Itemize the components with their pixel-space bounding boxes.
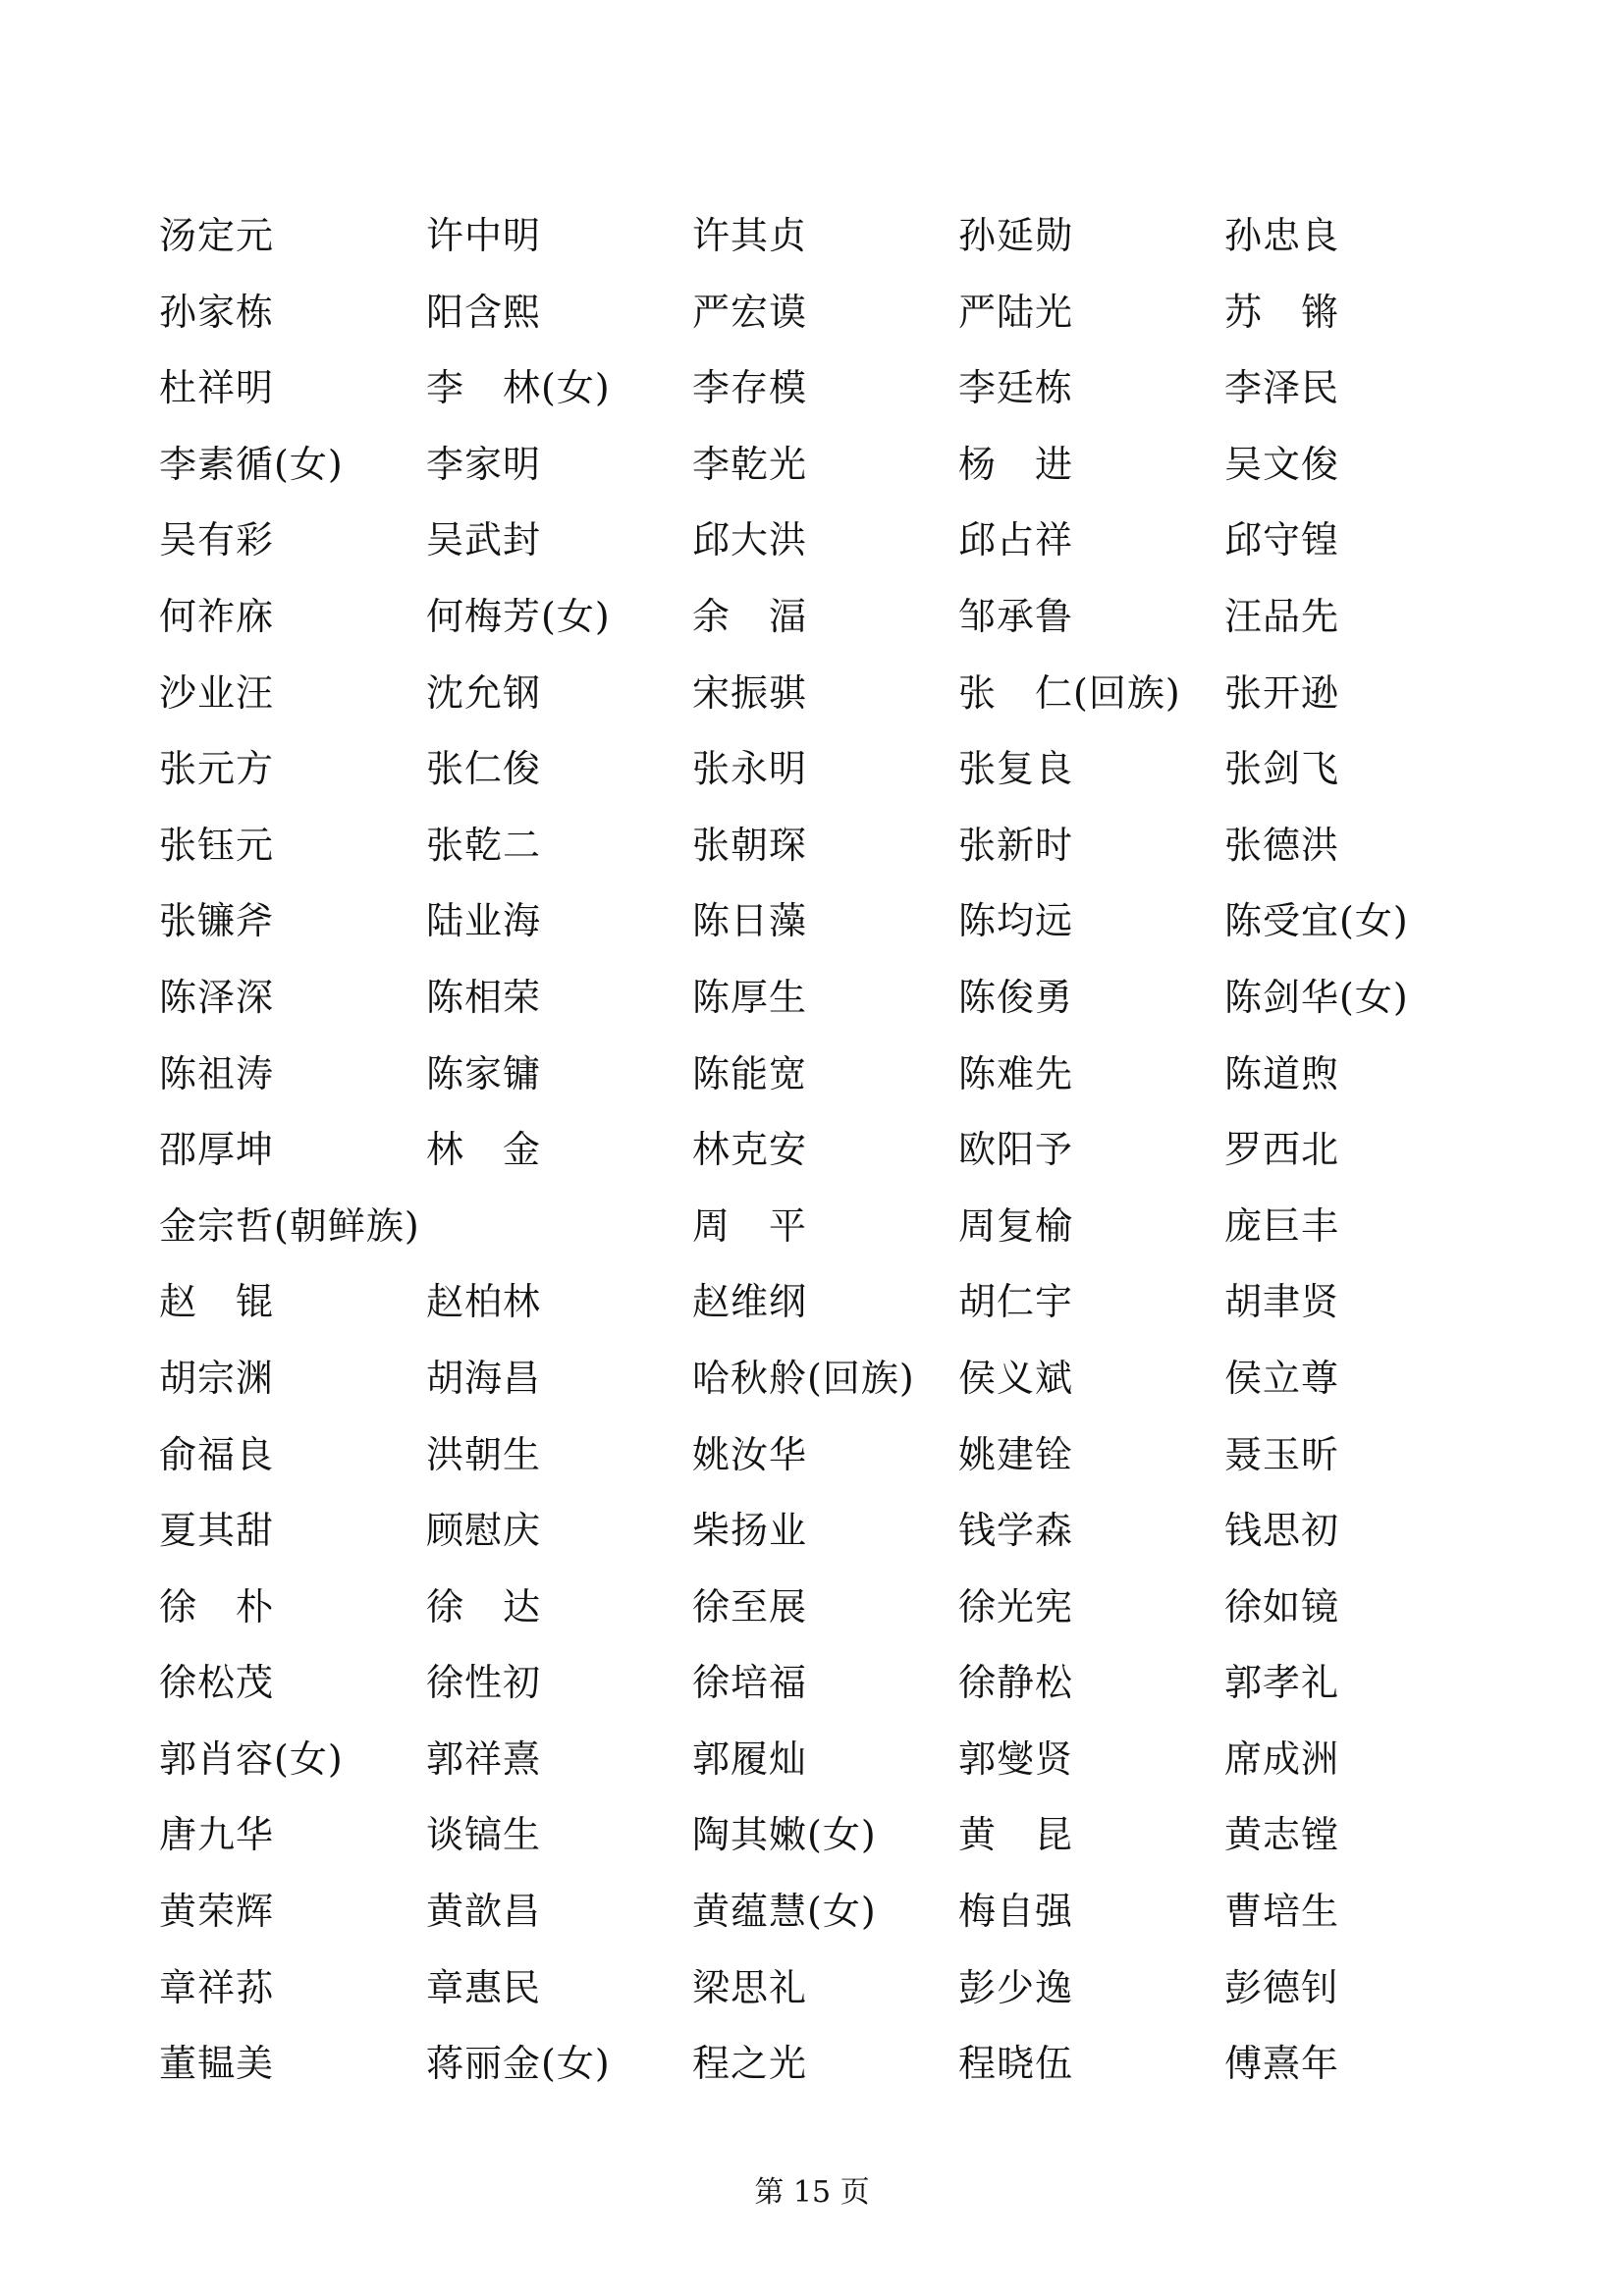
name-cell: 杜祥明 [159,366,275,410]
name-cell: 钱学森 [958,1509,1074,1553]
name-cell: 徐如镜 [1224,1584,1340,1629]
name-row [159,889,1475,966]
name-cell: 陈日藻 [692,899,808,943]
name-cell: 曹培生 [1224,1890,1340,1934]
name-cell: 董韫美 [159,2042,275,2086]
name-cell: 罗西北 [1224,1128,1340,1172]
name-cell: 周 平 [692,1203,808,1248]
name-row [159,1118,1475,1195]
name-row [159,1575,1475,1652]
name-cell: 赵维纲 [692,1280,808,1324]
name-row [159,281,1475,357]
name-cell: 邱大洪 [692,518,808,562]
name-cell: 陈剑华(女) [1224,975,1409,1019]
name-cell: 程晓伍 [958,2042,1074,2086]
name-cell: 邱占祥 [958,518,1074,562]
name-row [159,1956,1475,2033]
name-cell: 蒋丽金(女) [426,2042,611,2086]
name-row [159,1728,1475,1804]
name-row [159,1347,1475,1423]
name-cell: 陆业海 [426,899,542,943]
name-cell: 邹承鲁 [958,594,1074,638]
name-cell: 金宗哲(朝鲜族) [159,1203,420,1248]
name-cell: 黄歆昌 [426,1890,542,1934]
name-cell: 傅熹年 [1224,2042,1340,2086]
name-cell: 苏 锵 [1224,290,1340,334]
name-row [159,356,1475,433]
name-cell: 张元方 [159,747,275,791]
name-cell: 哈秋舲(回族) [692,1356,915,1400]
name-list [159,204,1475,2109]
name-cell: 唐九华 [159,1813,275,1857]
name-row [159,966,1475,1042]
name-cell: 严宏谟 [692,290,808,334]
name-cell: 严陆光 [958,290,1074,334]
name-cell: 郭履灿 [692,1736,808,1781]
name-cell: 李 林(女) [426,366,611,410]
name-cell: 杨 进 [958,442,1074,486]
name-cell: 席成洲 [1224,1736,1340,1781]
name-cell: 侯义斌 [958,1356,1074,1400]
name-row [159,1499,1475,1575]
name-cell: 徐静松 [958,1661,1074,1705]
name-cell: 宋振骐 [692,670,808,715]
name-row [159,585,1475,662]
name-row [159,662,1475,738]
name-cell: 孙家栋 [159,290,275,334]
name-cell: 梅自强 [958,1890,1074,1934]
name-cell: 陈能宽 [692,1051,808,1095]
name-cell: 程之光 [692,2042,808,2086]
name-cell: 侯立尊 [1224,1356,1340,1400]
name-cell: 聂玉昕 [1224,1432,1340,1476]
name-cell: 张开逊 [1224,670,1340,715]
name-cell: 陈俊勇 [958,975,1074,1019]
name-cell: 俞福良 [159,1432,275,1476]
name-cell: 张新时 [958,823,1074,867]
name-cell: 胡海昌 [426,1356,542,1400]
name-cell: 吴文俊 [1224,442,1340,486]
name-cell: 徐至展 [692,1584,808,1629]
name-cell: 张德洪 [1224,823,1340,867]
name-cell: 彭德钊 [1224,1965,1340,2009]
name-cell: 夏其甜 [159,1509,275,1553]
name-cell: 张剑飞 [1224,747,1340,791]
name-row [159,737,1475,814]
name-cell: 孙延勋 [958,214,1074,257]
name-cell: 陈相荣 [426,975,542,1019]
name-cell: 李泽民 [1224,366,1340,410]
name-row [159,1270,1475,1347]
name-cell: 陈受宜(女) [1224,899,1409,943]
name-row [159,1423,1475,1500]
name-row [159,814,1475,890]
name-cell: 陈泽深 [159,975,275,1019]
name-cell: 洪朝生 [426,1432,542,1476]
name-cell: 顾慰庆 [426,1509,542,1553]
name-row [159,508,1475,585]
name-cell: 赵柏林 [426,1280,542,1324]
name-cell: 欧阳予 [958,1128,1074,1172]
name-cell: 阳含熙 [426,290,542,334]
name-cell: 吴有彩 [159,518,275,562]
name-cell: 李廷栋 [958,366,1074,410]
name-cell: 陈难先 [958,1051,1074,1095]
name-cell: 陈均远 [958,899,1074,943]
name-cell: 李家明 [426,442,542,486]
name-cell: 许其贞 [692,214,808,257]
name-row [159,1803,1475,1880]
name-cell: 钱思初 [1224,1509,1340,1553]
name-cell: 周复榆 [958,1203,1074,1248]
name-cell: 胡宗渊 [159,1356,275,1400]
name-cell: 许中明 [426,214,542,257]
name-cell: 郭肖容(女) [159,1736,344,1781]
page-number: 第 15 页 [754,2175,870,2210]
name-cell: 姚建铨 [958,1432,1074,1476]
name-cell: 张复良 [958,747,1074,791]
name-cell: 汪品先 [1224,594,1340,638]
name-cell: 柴扬业 [692,1509,808,1553]
name-cell: 黄 昆 [958,1813,1074,1857]
name-cell: 郭燮贤 [958,1736,1074,1781]
name-cell: 张仁俊 [426,747,542,791]
name-cell: 胡聿贤 [1224,1280,1340,1324]
name-cell: 陈家镛 [426,1051,542,1095]
name-cell: 章祥荪 [159,1965,275,2009]
name-cell: 章惠民 [426,1965,542,2009]
name-row [159,1651,1475,1728]
name-cell: 陈祖涛 [159,1051,275,1095]
name-row [159,1880,1475,1956]
name-cell: 陈厚生 [692,975,808,1019]
name-cell: 张永明 [692,747,808,791]
name-cell: 胡仁宇 [958,1280,1074,1324]
name-cell: 郭孝礼 [1224,1661,1340,1705]
name-cell: 张 仁(回族) [958,670,1181,715]
name-cell: 陈道煦 [1224,1051,1340,1095]
name-cell: 黄蕴慧(女) [692,1890,877,1934]
name-row [159,433,1475,509]
name-cell: 邵厚坤 [159,1128,275,1172]
name-cell: 李素循(女) [159,442,344,486]
name-cell: 梁思礼 [692,1965,808,2009]
name-cell: 张钰元 [159,823,275,867]
name-cell: 张乾二 [426,823,542,867]
name-cell: 汤定元 [159,214,275,257]
name-cell: 沈允钢 [426,670,542,715]
name-cell: 郭祥熹 [426,1736,542,1781]
name-cell: 姚汝华 [692,1432,808,1476]
name-cell: 沙业汪 [159,670,275,715]
name-cell: 孙忠良 [1224,214,1340,257]
name-cell: 何梅芳(女) [426,594,611,638]
name-cell: 庞巨丰 [1224,1203,1340,1248]
name-cell: 徐松茂 [159,1661,275,1705]
name-row [159,1195,1475,1271]
name-cell: 黄荣辉 [159,1890,275,1934]
name-row [159,204,1475,281]
name-cell: 李乾光 [692,442,808,486]
name-cell: 林克安 [692,1128,808,1172]
name-cell: 张朝琛 [692,823,808,867]
name-cell: 陶其嫩(女) [692,1813,877,1857]
name-cell: 彭少逸 [958,1965,1074,2009]
name-cell: 黄志镗 [1224,1813,1340,1857]
name-cell: 余 湢 [692,594,808,638]
name-row [159,1042,1475,1119]
name-cell: 徐 达 [426,1584,542,1629]
name-cell: 吴武封 [426,518,542,562]
name-cell: 李存模 [692,366,808,410]
name-cell: 何祚庥 [159,594,275,638]
name-cell: 徐 朴 [159,1584,275,1629]
name-cell: 徐培福 [692,1661,808,1705]
name-cell: 林 金 [426,1128,542,1172]
name-row [159,2032,1475,2109]
name-cell: 谈镐生 [426,1813,542,1857]
name-cell: 邱守锽 [1224,518,1340,562]
name-cell: 赵 锟 [159,1280,275,1324]
name-cell: 张镰斧 [159,899,275,943]
name-cell: 徐性初 [426,1661,542,1705]
name-cell: 徐光宪 [958,1584,1074,1629]
